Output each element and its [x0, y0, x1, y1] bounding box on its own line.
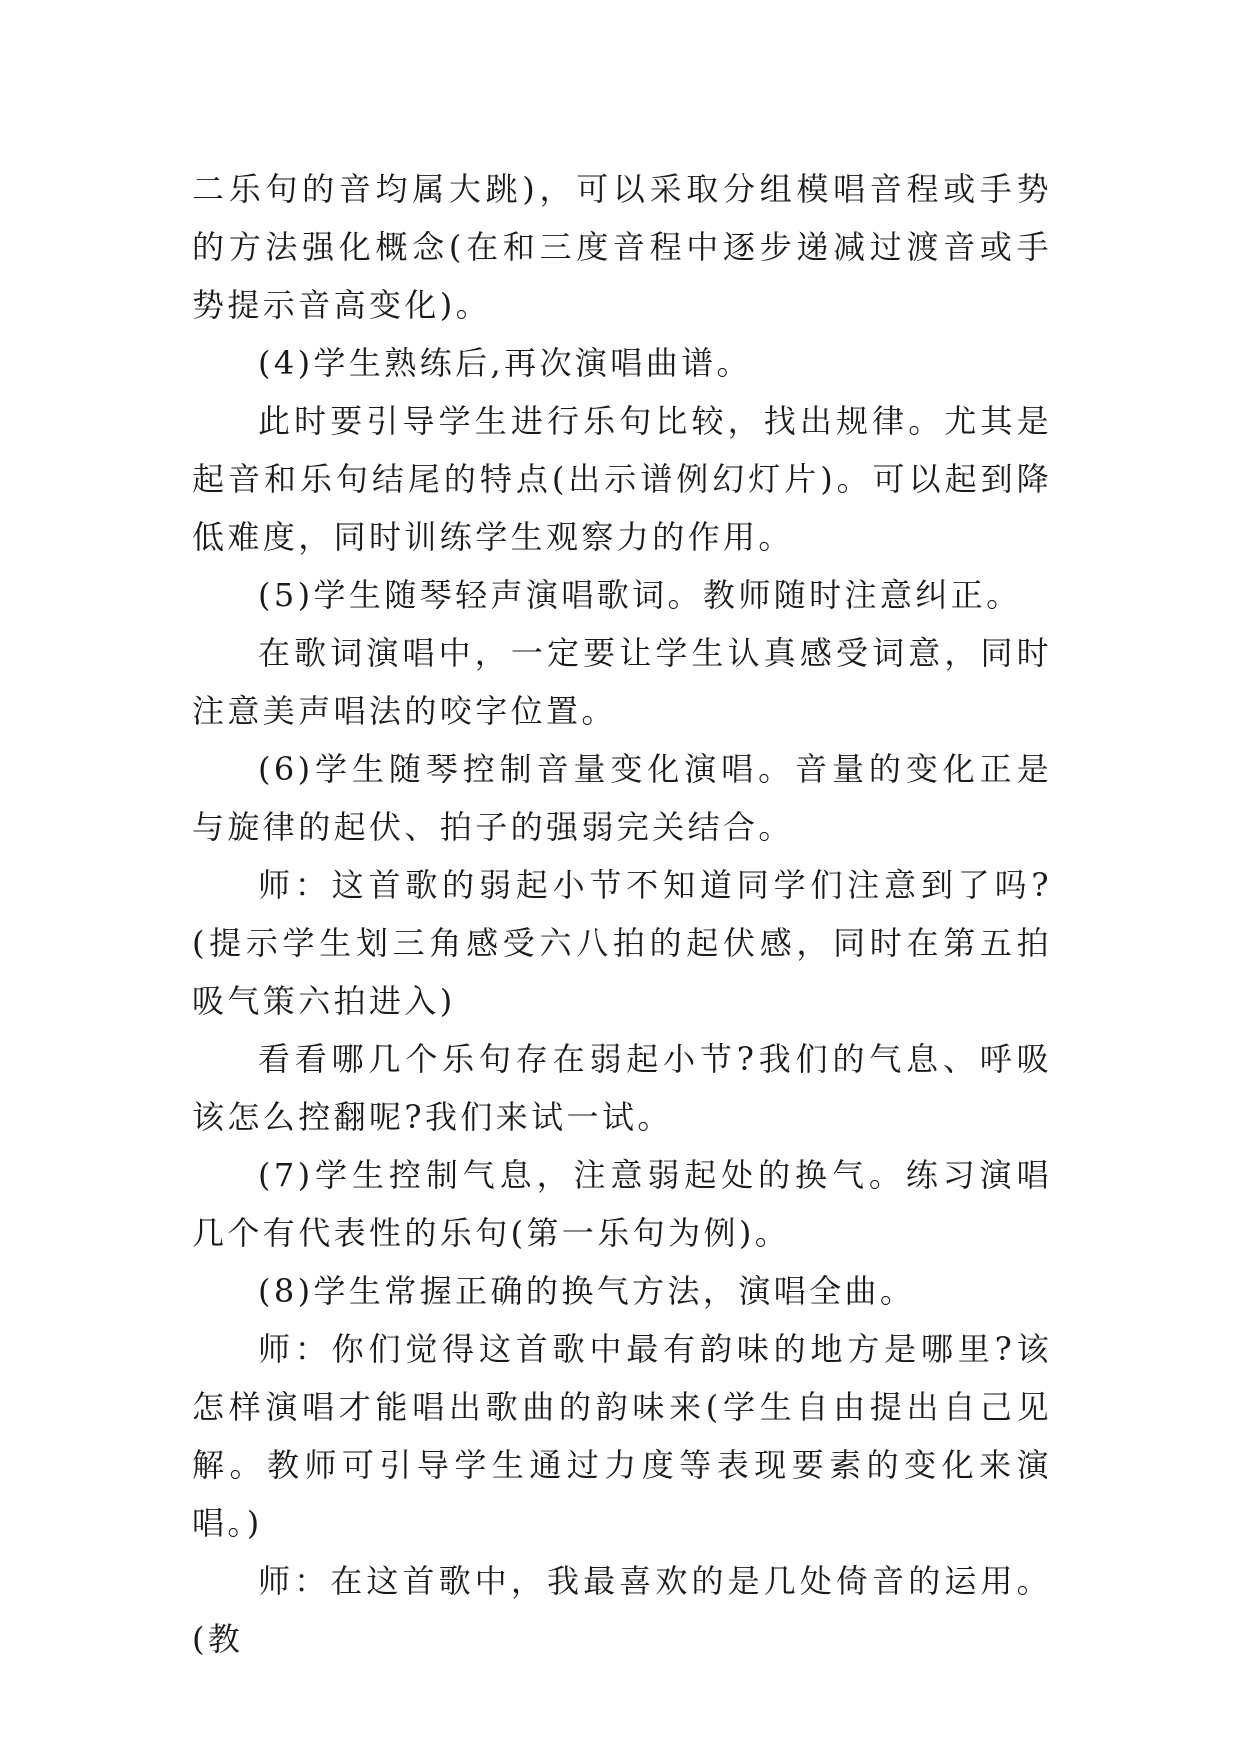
paragraph-10: (8)学生常握正确的换气方法，演唱全曲。 — [258, 1272, 916, 1310]
paragraph-6: (6)学生随琴控制音量变化演唱。音量的变化正是与旋律的起伏、拍子的强弱完关结合。 — [192, 750, 1052, 846]
paragraph-1: 二乐句的音均属大跳)，可以采取分组模唱音程或手势的方法强化概念(在和三度音程中逐步递减过渡音或手势提示音高变化)。 — [192, 170, 1052, 324]
document-body — [192, 160, 1052, 1668]
paragraph-12: 师：在这首歌中，我最喜欢的是几处倚音的运用。(教 — [192, 1562, 1052, 1658]
paragraph-9: (7)学生控制气息，注意弱起处的换气。练习演唱几个有代表性的乐句(第一乐句为例)。 — [192, 1156, 1052, 1252]
paragraph-7: 师：这首歌的弱起小节不知道同学们注意到了吗?(提示学生划三角感受六八拍的起伏感，同时在第五拍吸气策六拍进入) — [192, 866, 1052, 1020]
paragraph-2: (4)学生熟练后,再次演唱曲谱。 — [258, 344, 752, 382]
paragraph-3: 此时要引导学生进行乐句比较，找出规律。尤其是起音和乐句结尾的特点(出示谱例幻灯片)。可以起到降低难度，同时训练学生观察力的作用。 — [192, 402, 1052, 556]
paragraph-8: 看看哪几个乐句存在弱起小节?我们的气息、呼吸该怎么控翻呢?我们来试一试。 — [192, 1040, 1052, 1136]
paragraph-5: 在歌词演唱中，一定要让学生认真感受词意，同时注意美声唱法的咬字位置。 — [192, 634, 1052, 730]
paragraph-11: 师：你们觉得这首歌中最有韵味的地方是哪里?该怎样演唱才能唱出歌曲的韵味来(学生自由提出自己见解。教师可引导学生通过力度等表现要素的变化来演唱。) — [192, 1330, 1052, 1542]
paragraph-4: (5)学生随琴轻声演唱歌词。教师随时注意纠正。 — [258, 576, 1022, 614]
